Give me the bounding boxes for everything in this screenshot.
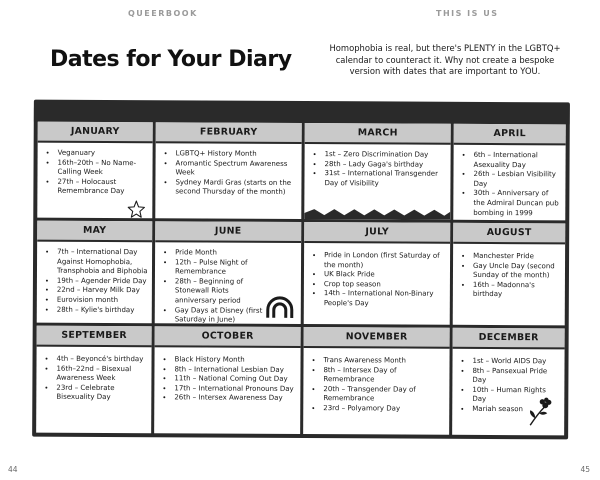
month-title: DECEMBER [453, 328, 565, 350]
event-item: • 20th – Transgender Day of Remembrance [323, 385, 445, 405]
event-item: • Eurovision month [57, 296, 148, 306]
event-item: • Veganuary [58, 149, 149, 159]
month-title: AUGUST [453, 223, 565, 245]
event-list [37, 143, 152, 198]
month-title: FEBRUARY [156, 122, 302, 144]
event-item: • Pride in London (first Saturday of the month) [324, 251, 446, 271]
flower-doodle-icon [526, 397, 554, 427]
zigzag-doodle [304, 207, 450, 220]
month-september [36, 326, 152, 434]
event-item: • 26th – Lesbian Visibility Day [473, 170, 561, 190]
event-item: • 26th – Intersex Awareness Day [174, 394, 296, 404]
star-doodle-icon [127, 200, 145, 218]
event-item: • 28th – Lady Gaga's birthday [325, 160, 447, 170]
month-title: MARCH [305, 123, 451, 145]
event-item: • Gay Uncle Day (second Sunday of the month) [473, 261, 561, 281]
month-october [154, 326, 301, 434]
month-title: SEPTEMBER [37, 326, 152, 348]
event-item: • 12th – Pulse Night of Remembrance [175, 258, 267, 278]
month-title: JANUARY [38, 122, 153, 144]
event-item: • 6th – International Asexuality Day [474, 151, 562, 171]
month-november [303, 327, 450, 435]
event-list [154, 347, 300, 404]
event-item: • 10th – Human Rights Day [472, 386, 560, 406]
event-list [453, 244, 565, 301]
month-march [304, 123, 451, 220]
event-list [303, 348, 449, 414]
event-item: • 7th – International Day Against Homophobia, Transphobia and Biphobia [57, 248, 148, 277]
event-list [304, 243, 450, 309]
month-december [452, 328, 565, 436]
event-item: • 28th – Beginning of Stonewall Riots anniversary period [175, 277, 267, 306]
event-list [37, 242, 152, 316]
event-item: • Crop top season [324, 280, 446, 290]
event-item: • 28th – Kylie's birthday [57, 305, 148, 315]
event-item: • 11th – National Coming Out Day [174, 375, 296, 385]
event-item: • Trans Awareness Month [323, 356, 445, 366]
event-item: • 4th – Beyoncé's birthday [57, 355, 148, 365]
rainbow-doodle-icon [265, 294, 295, 318]
event-item: • 31st – International Transgender Day of Visibility [324, 169, 446, 189]
event-item: • Pride Month [175, 248, 267, 258]
month-title: APRIL [454, 124, 566, 146]
month-title: MAY [37, 221, 152, 243]
event-item: • 30th – Anniversary of the Admiral Duncan pub bombing in 1999 [473, 189, 561, 218]
event-item: • 8th – Intersex Day of Remembrance [323, 366, 445, 386]
event-item: • Gay Days at Disney (first Saturday in June) [175, 306, 267, 324]
event-item: • 8th – International Lesbian Day [174, 365, 296, 375]
month-title: NOVEMBER [304, 327, 450, 349]
event-item: • 14th – International Non-Binary People's Day [324, 289, 446, 309]
month-grid [36, 122, 566, 436]
event-item: • 16th – Madonna's birthday [473, 281, 561, 301]
event-list [36, 347, 151, 404]
month-june [155, 221, 302, 324]
month-title: OCTOBER [155, 326, 301, 348]
month-february [155, 122, 302, 219]
event-item: • LGBTQ+ History Month [176, 149, 298, 159]
month-title: JUNE [155, 221, 301, 243]
page-number-left: 44 [8, 465, 18, 474]
event-item: • 22nd – Harvey Milk Day [57, 286, 148, 296]
month-july [304, 222, 451, 325]
event-item: • 1st – Zero Discrimination Day [325, 150, 447, 160]
event-item: • Aromantic Spectrum Awareness Week [175, 159, 297, 179]
event-item: • 23rd – Celebrate Bisexuality Day [56, 384, 147, 404]
event-item: • 27th – Holocaust Remembrance Day [57, 178, 148, 198]
intro-text: Homophobia is real, but there's PLENTY in the LGBTQ+ calendar to counteract it. Why not create a bespoke version with dates that are important to YOU. [329, 43, 561, 76]
page-title: Dates for Your Diary [50, 47, 292, 72]
page-number-right: 45 [580, 465, 590, 474]
calendar [32, 100, 570, 440]
event-item: • 16th–20th – No Name-Calling Week [57, 158, 148, 178]
event-item: • 8th – Pansexual Pride Day [472, 366, 560, 386]
month-august [453, 223, 566, 326]
month-january [37, 122, 153, 219]
event-list [453, 145, 565, 219]
event-item: • Manchester Pride [473, 252, 561, 262]
event-item: • Mariah season [472, 405, 560, 415]
running-head-right: THIS IS US [436, 9, 499, 18]
event-item: • 19th – Agender Pride Day [57, 277, 148, 287]
event-item: • 23rd – Polyamory Day [323, 404, 445, 414]
running-head-left: QUEERBOOK [128, 9, 198, 18]
event-item: • 16th–22nd – Bisexual Awareness Week [56, 364, 147, 384]
event-item: • UK Black Pride [324, 270, 446, 280]
event-item: • 17th – International Pronouns Day [174, 384, 296, 394]
event-list [155, 143, 301, 198]
event-list [304, 144, 450, 189]
event-item: • Black History Month [174, 355, 296, 365]
month-may [37, 221, 153, 324]
month-title: JULY [304, 222, 450, 244]
event-item: • Sydney Mardi Gras (starts on the second Thursday of the month) [175, 178, 297, 198]
event-item: • 1st – World AIDS Day [472, 357, 560, 367]
calendar-top-edge [34, 100, 570, 125]
month-april [453, 124, 566, 221]
